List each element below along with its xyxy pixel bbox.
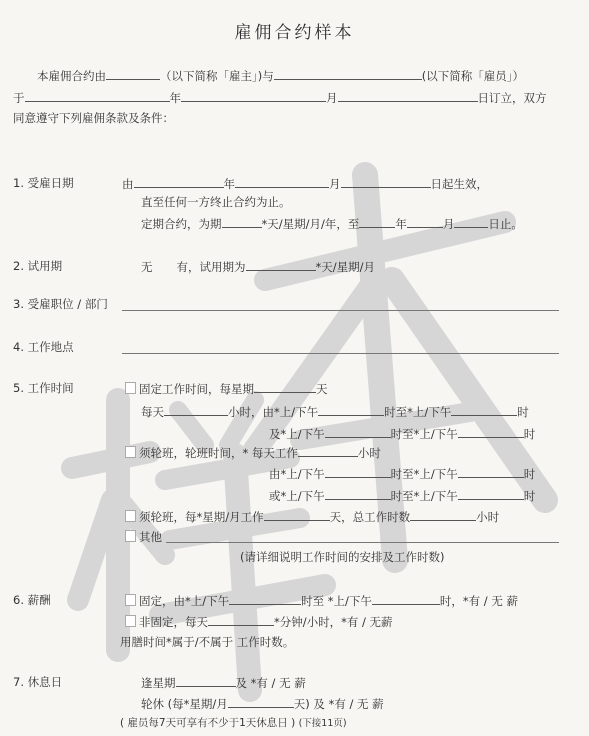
days-per-week-blank[interactable]: [254, 381, 316, 393]
text: 月: [329, 177, 341, 191]
text: 直至任何一方终止合约为止。: [141, 195, 291, 209]
text: 非固定，每天: [139, 615, 208, 629]
other-checkbox[interactable]: [125, 530, 136, 542]
text: 天) 及 *有 / 无 薪: [293, 697, 384, 711]
workplace-blank[interactable]: [122, 353, 559, 354]
intro-text: 年: [169, 91, 181, 105]
text: *分钟/小时，*有 / 无薪: [274, 615, 393, 629]
probation-none-option[interactable]: 无: [141, 260, 153, 274]
text: 其他: [139, 530, 162, 544]
end-year-blank[interactable]: [359, 216, 395, 228]
year-blank[interactable]: [25, 90, 170, 102]
time-blank[interactable]: [325, 426, 391, 438]
page-title: 雇佣合约样本: [234, 23, 355, 43]
text: 及 *有 / 无 薪: [235, 676, 306, 690]
end-month-blank[interactable]: [407, 216, 443, 228]
text: 每天: [141, 405, 164, 419]
hours-per-day-blank[interactable]: [164, 404, 228, 416]
section-5-row-4: [125, 445, 381, 460]
section-5-label: 5. 工作时间: [13, 381, 74, 395]
time-blank[interactable]: [229, 593, 301, 605]
start-month-blank[interactable]: [235, 176, 329, 188]
text: 小时: [357, 446, 381, 460]
section-1-row-1: [122, 176, 488, 191]
day-blank[interactable]: [338, 90, 478, 102]
time-blank[interactable]: [318, 404, 384, 416]
section-6-label: 6. 薪酬: [13, 593, 51, 607]
section-1-label: 1. 受雇日期: [13, 176, 74, 190]
text: 及*上/下午: [269, 427, 325, 441]
shift-days-blank[interactable]: [264, 509, 330, 521]
text: 天，总工作时数: [329, 510, 411, 524]
time-blank[interactable]: [325, 466, 391, 478]
section-5-row-6: [269, 488, 535, 503]
rotating-shift-checkbox[interactable]: [125, 510, 136, 522]
start-day-blank[interactable]: [341, 176, 431, 188]
section-5-row-1: [125, 381, 328, 396]
section-4-label: 4. 工作地点: [13, 340, 74, 354]
intro-text: 月: [326, 91, 338, 105]
section-5-row-3: [269, 426, 535, 441]
time-blank[interactable]: [451, 404, 517, 416]
text: 固定，由*上/下午: [139, 594, 230, 608]
section-6-row-1: [125, 593, 518, 608]
text: 时: [523, 427, 536, 441]
text: 日起生效，: [430, 177, 488, 191]
section-5-row-2: [141, 404, 529, 419]
continued-note: (下接11页): [298, 718, 347, 729]
time-blank[interactable]: [458, 466, 524, 478]
text: 小时: [476, 510, 500, 524]
text: 时: [523, 489, 536, 503]
text: 时至*上/下午: [384, 405, 452, 419]
text: 天: [316, 382, 328, 396]
text: 时: [517, 405, 529, 419]
text: 时: [523, 467, 536, 481]
intro-text: 日订立，双方: [477, 91, 547, 105]
employee-name-blank[interactable]: [274, 68, 422, 80]
section-6-row-2: [125, 614, 393, 629]
text: 或*上/下午: [269, 489, 325, 503]
time-blank[interactable]: [458, 488, 524, 500]
time-blank[interactable]: [325, 488, 391, 500]
rest-day-note: ( 雇员每7天可享有不少于1天休息日 ): [120, 717, 296, 729]
text: 由*上/下午: [269, 467, 325, 481]
text: 须轮班，轮班时间，* 每天工作: [139, 446, 298, 460]
section-2-label: 2. 试用期: [13, 259, 63, 273]
employer-name-blank[interactable]: [106, 68, 160, 80]
intro-text: 于: [13, 91, 25, 105]
intro-text: 本雇佣合约由: [37, 69, 106, 83]
end-day-blank[interactable]: [454, 216, 488, 228]
meal-duration-blank[interactable]: [208, 614, 274, 626]
section-5-row-7: [125, 509, 499, 524]
intro-text: (以下简称「雇员」）: [421, 69, 524, 83]
term-blank[interactable]: [222, 216, 262, 228]
text: 时，*有 / 无 薪: [439, 594, 518, 608]
text: 逢星期: [141, 676, 176, 690]
section-1-row-2: [141, 195, 291, 209]
fixed-hours-checkbox[interactable]: [125, 382, 136, 394]
text: 小时，由*上/下午: [228, 405, 319, 419]
text: 由: [122, 177, 134, 191]
shift-checkbox[interactable]: [125, 446, 136, 458]
text: 年: [395, 217, 407, 231]
time-blank[interactable]: [458, 426, 524, 438]
position-blank[interactable]: [122, 310, 559, 311]
text: 月: [442, 217, 455, 231]
section-5-row-5: [269, 466, 535, 481]
text: 日止。: [488, 217, 523, 231]
other-hours-blank[interactable]: [166, 542, 559, 543]
text: 年: [223, 177, 235, 191]
section-2-row: [141, 259, 375, 274]
intro-text: （以下简称「雇主」)与: [160, 69, 274, 83]
text: 时至*上/下午: [390, 489, 458, 503]
section-7-note: [120, 716, 347, 731]
section-1-row-3: [141, 216, 523, 231]
text: 固定工作时间，每星期: [139, 382, 254, 396]
intro-line-3: 同意遵守下列雇佣条款及条件：: [13, 111, 174, 125]
time-blank[interactable]: [372, 593, 440, 605]
section-7-row-2: [141, 696, 384, 711]
section-3-label: 3. 受雇职位 / 部门: [13, 297, 108, 311]
shift-hours-blank[interactable]: [298, 445, 358, 457]
probation-length-blank[interactable]: [246, 259, 316, 271]
text: *天/星期/月: [315, 260, 375, 274]
text: 时至 *上/下午: [301, 594, 372, 608]
text: 轮休 (每*星期/月: [141, 697, 228, 711]
text: 时至*上/下午: [390, 427, 458, 441]
section-6-row-3: 用膳时间*属于/不属于 工作时数。: [120, 635, 295, 649]
section-7-row-1: [141, 675, 306, 690]
text: 定期合约，为期: [141, 217, 222, 231]
start-year-blank[interactable]: [134, 176, 224, 188]
rotation-days-blank[interactable]: [228, 696, 294, 708]
non-fixed-meal-checkbox[interactable]: [125, 615, 136, 627]
rest-day-blank[interactable]: [176, 675, 236, 687]
text: 时至*上/下午: [390, 467, 458, 481]
section-5-note: (请详细说明工作时间的安排及工作时数): [240, 550, 445, 564]
month-blank[interactable]: [181, 90, 326, 102]
total-hours-blank[interactable]: [410, 509, 476, 521]
text: 须轮班，每*星期/月工作: [139, 510, 264, 524]
intro-line-2: [13, 90, 547, 105]
text: *天/星期/月/年，至: [261, 217, 360, 231]
intro-line-1: [37, 68, 524, 83]
fixed-meal-checkbox[interactable]: [125, 594, 136, 606]
section-5-row-8: [125, 530, 162, 544]
probation-has-option[interactable]: 有，试用期为: [176, 260, 246, 274]
section-7-label: 7. 休息日: [13, 675, 63, 689]
